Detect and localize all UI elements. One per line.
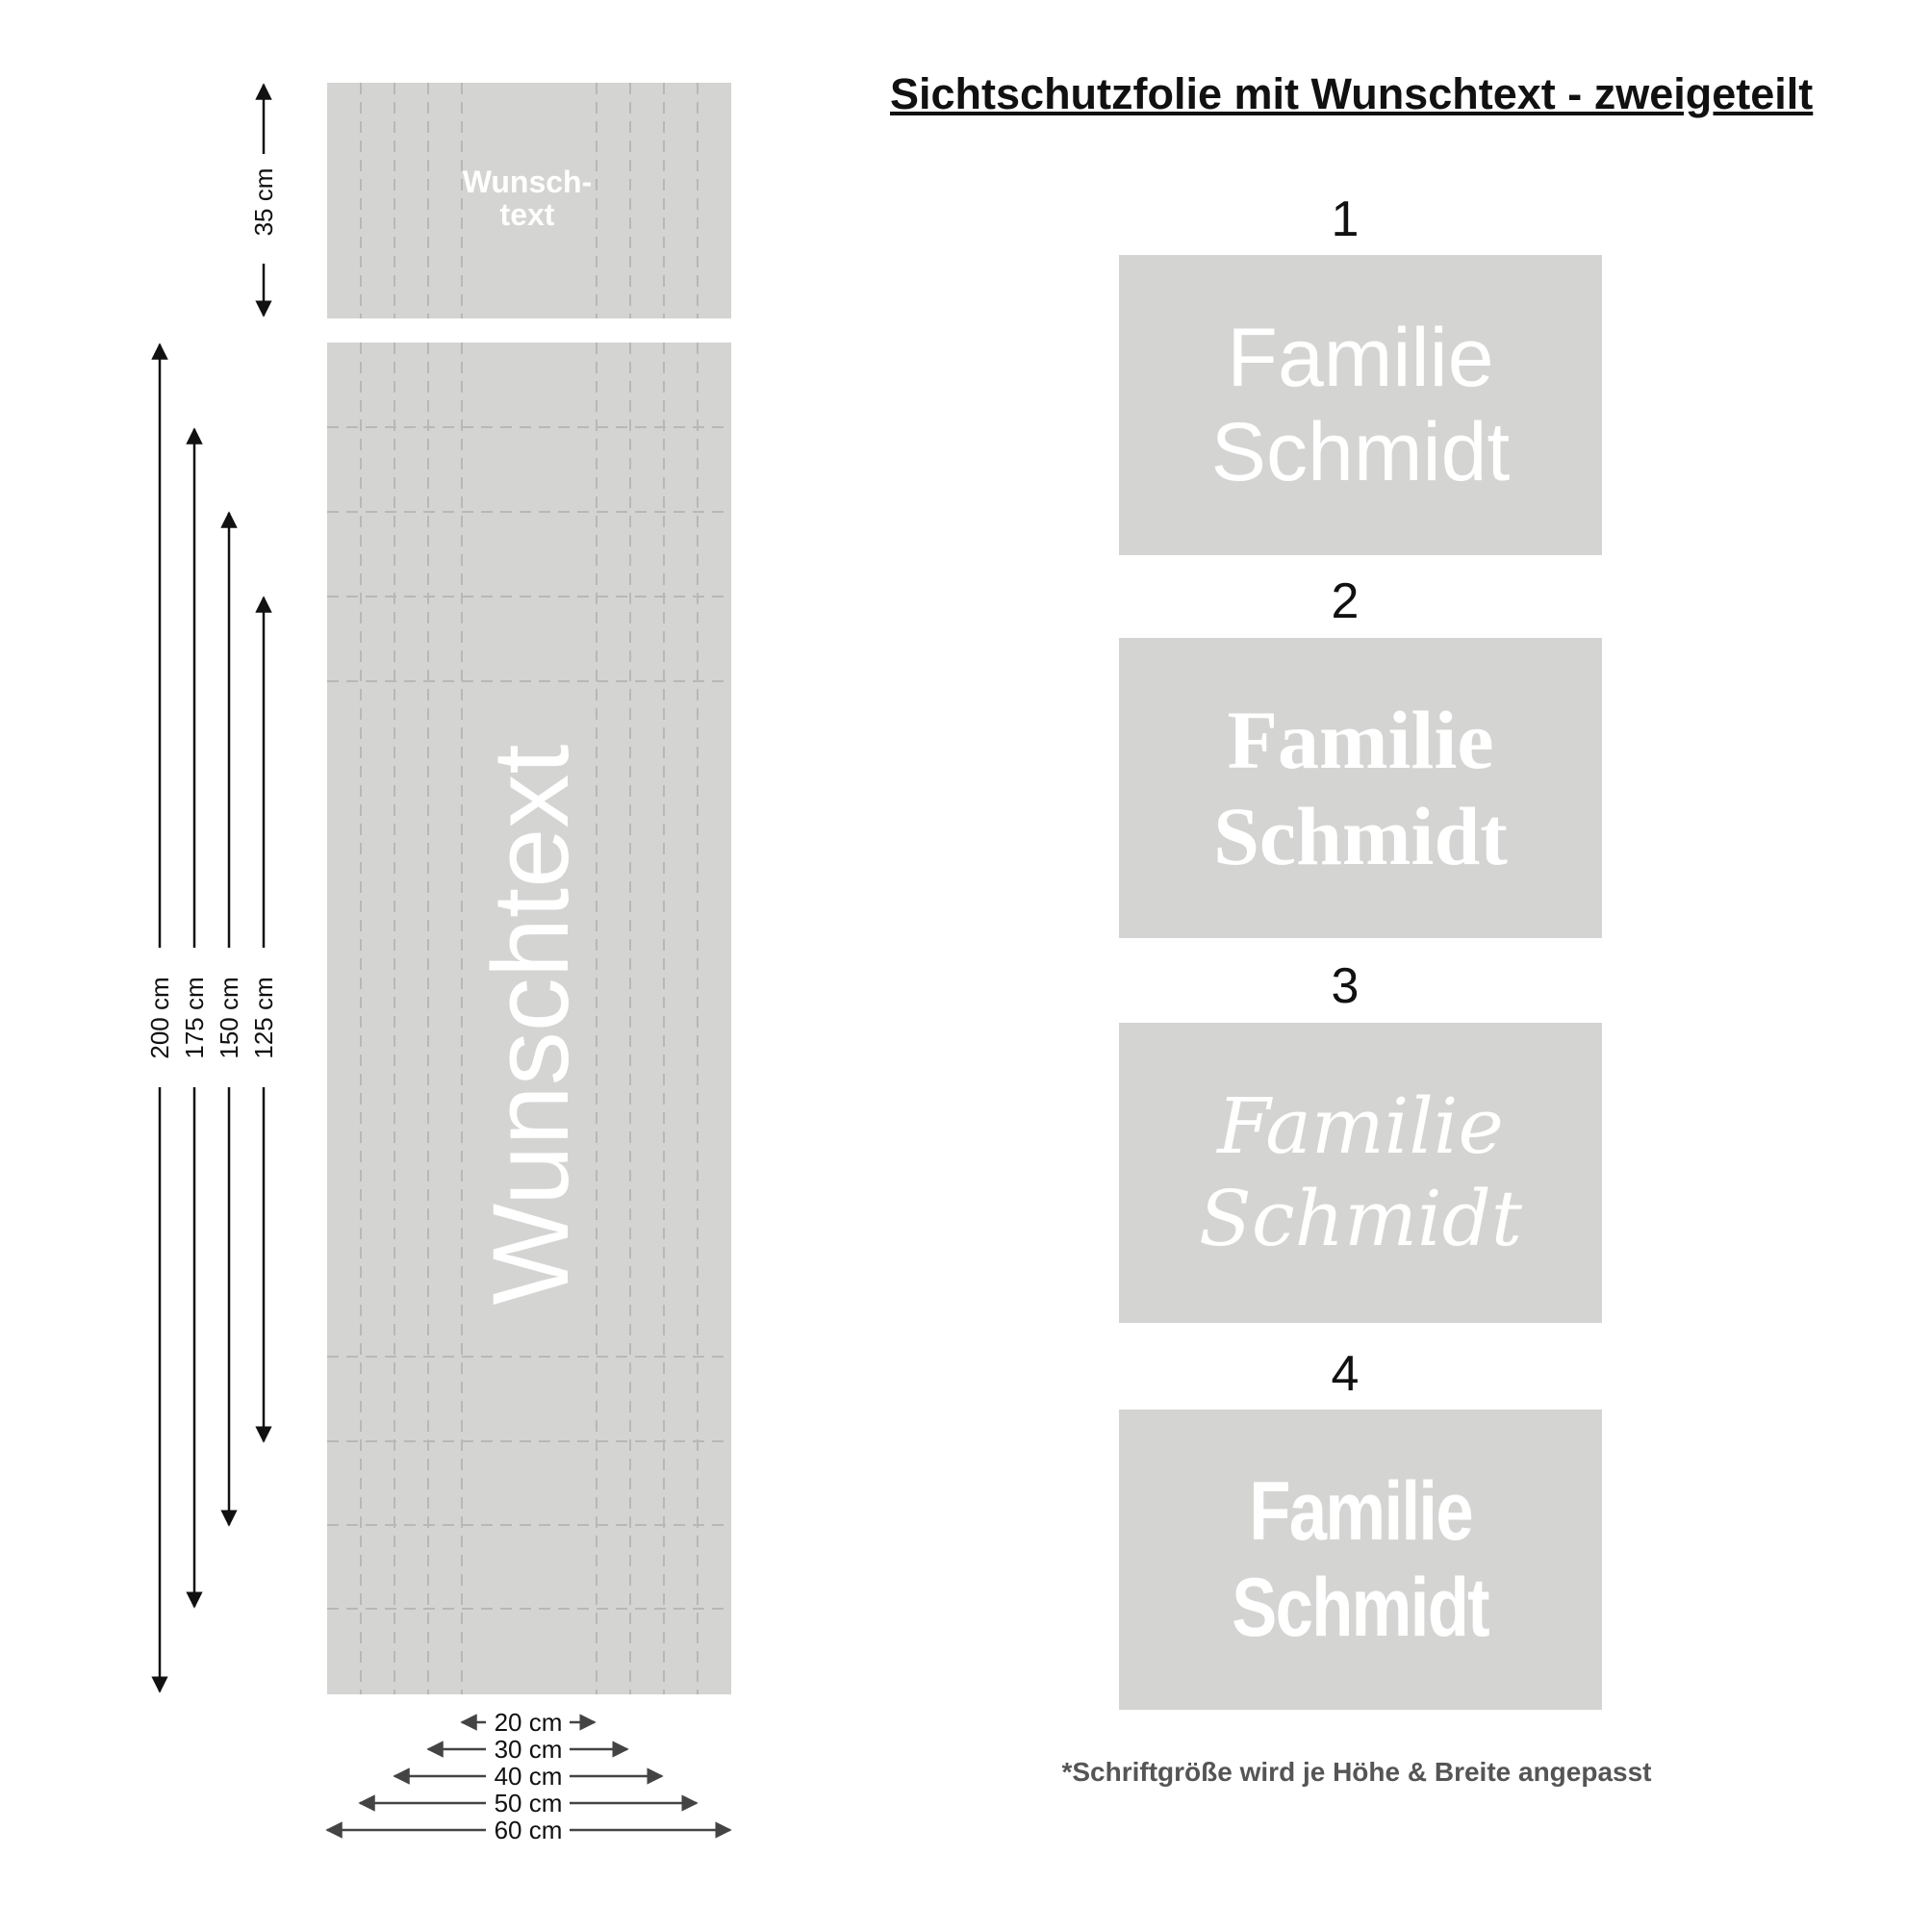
height-dimension-200 [145, 344, 174, 1691]
option-4-number: 4 [1331, 1346, 1360, 1402]
width-dimension-30 [428, 1735, 627, 1764]
width-dimension-60 [327, 1816, 730, 1844]
option-4-preview [1119, 1410, 1602, 1710]
width-dimension-20 [462, 1708, 595, 1737]
height-dimension-175 [180, 429, 209, 1607]
height-label-175: 175 cm [180, 977, 209, 1059]
width-label-40: 40 cm [494, 1762, 563, 1791]
height-label-150: 150 cm [215, 977, 243, 1059]
main-panel-label: Wunschtext [470, 744, 591, 1306]
height-label-200: 200 cm [145, 977, 174, 1059]
height-dimension-125 [249, 597, 278, 1441]
height-dimension-35 [249, 85, 278, 316]
option-2-number: 2 [1331, 573, 1360, 629]
option-1-number: 1 [1331, 191, 1360, 247]
height-dimension-150 [215, 513, 243, 1525]
option-3-preview [1119, 1023, 1602, 1323]
option-4-line2: Schmidt [1232, 1562, 1489, 1654]
width-label-50: 50 cm [494, 1789, 563, 1818]
height-label-125: 125 cm [249, 977, 278, 1059]
top-panel-label-line2: text [499, 197, 555, 232]
top-panel-label-line1: Wunsch- [462, 165, 593, 199]
option-3-line1: Familie [1217, 1081, 1504, 1171]
height-label-35: 35 cm [249, 167, 278, 237]
width-dimension-50 [360, 1789, 697, 1818]
width-dimension-40 [394, 1762, 662, 1791]
option-2-line2: Schmidt [1213, 790, 1508, 882]
option-4-line1: Familie [1249, 1465, 1472, 1558]
option-2-line1: Familie [1227, 694, 1494, 786]
option-1-preview [1119, 255, 1602, 555]
page-title: Sichtschutzfolie mit Wunschtext - zweigeteilt [890, 69, 1814, 118]
width-label-60: 60 cm [494, 1816, 563, 1844]
width-label-20: 20 cm [494, 1708, 563, 1737]
option-1-line1: Familie [1227, 312, 1494, 404]
option-1-line2: Schmidt [1210, 406, 1511, 498]
option-2-preview [1119, 638, 1602, 938]
font-size-footnote: *Schriftgröße wird je Höhe & Breite angepasst [1061, 1757, 1652, 1787]
option-3-line2: Schmidt [1199, 1174, 1522, 1263]
width-label-30: 30 cm [494, 1735, 563, 1764]
option-3-number: 3 [1331, 958, 1360, 1014]
